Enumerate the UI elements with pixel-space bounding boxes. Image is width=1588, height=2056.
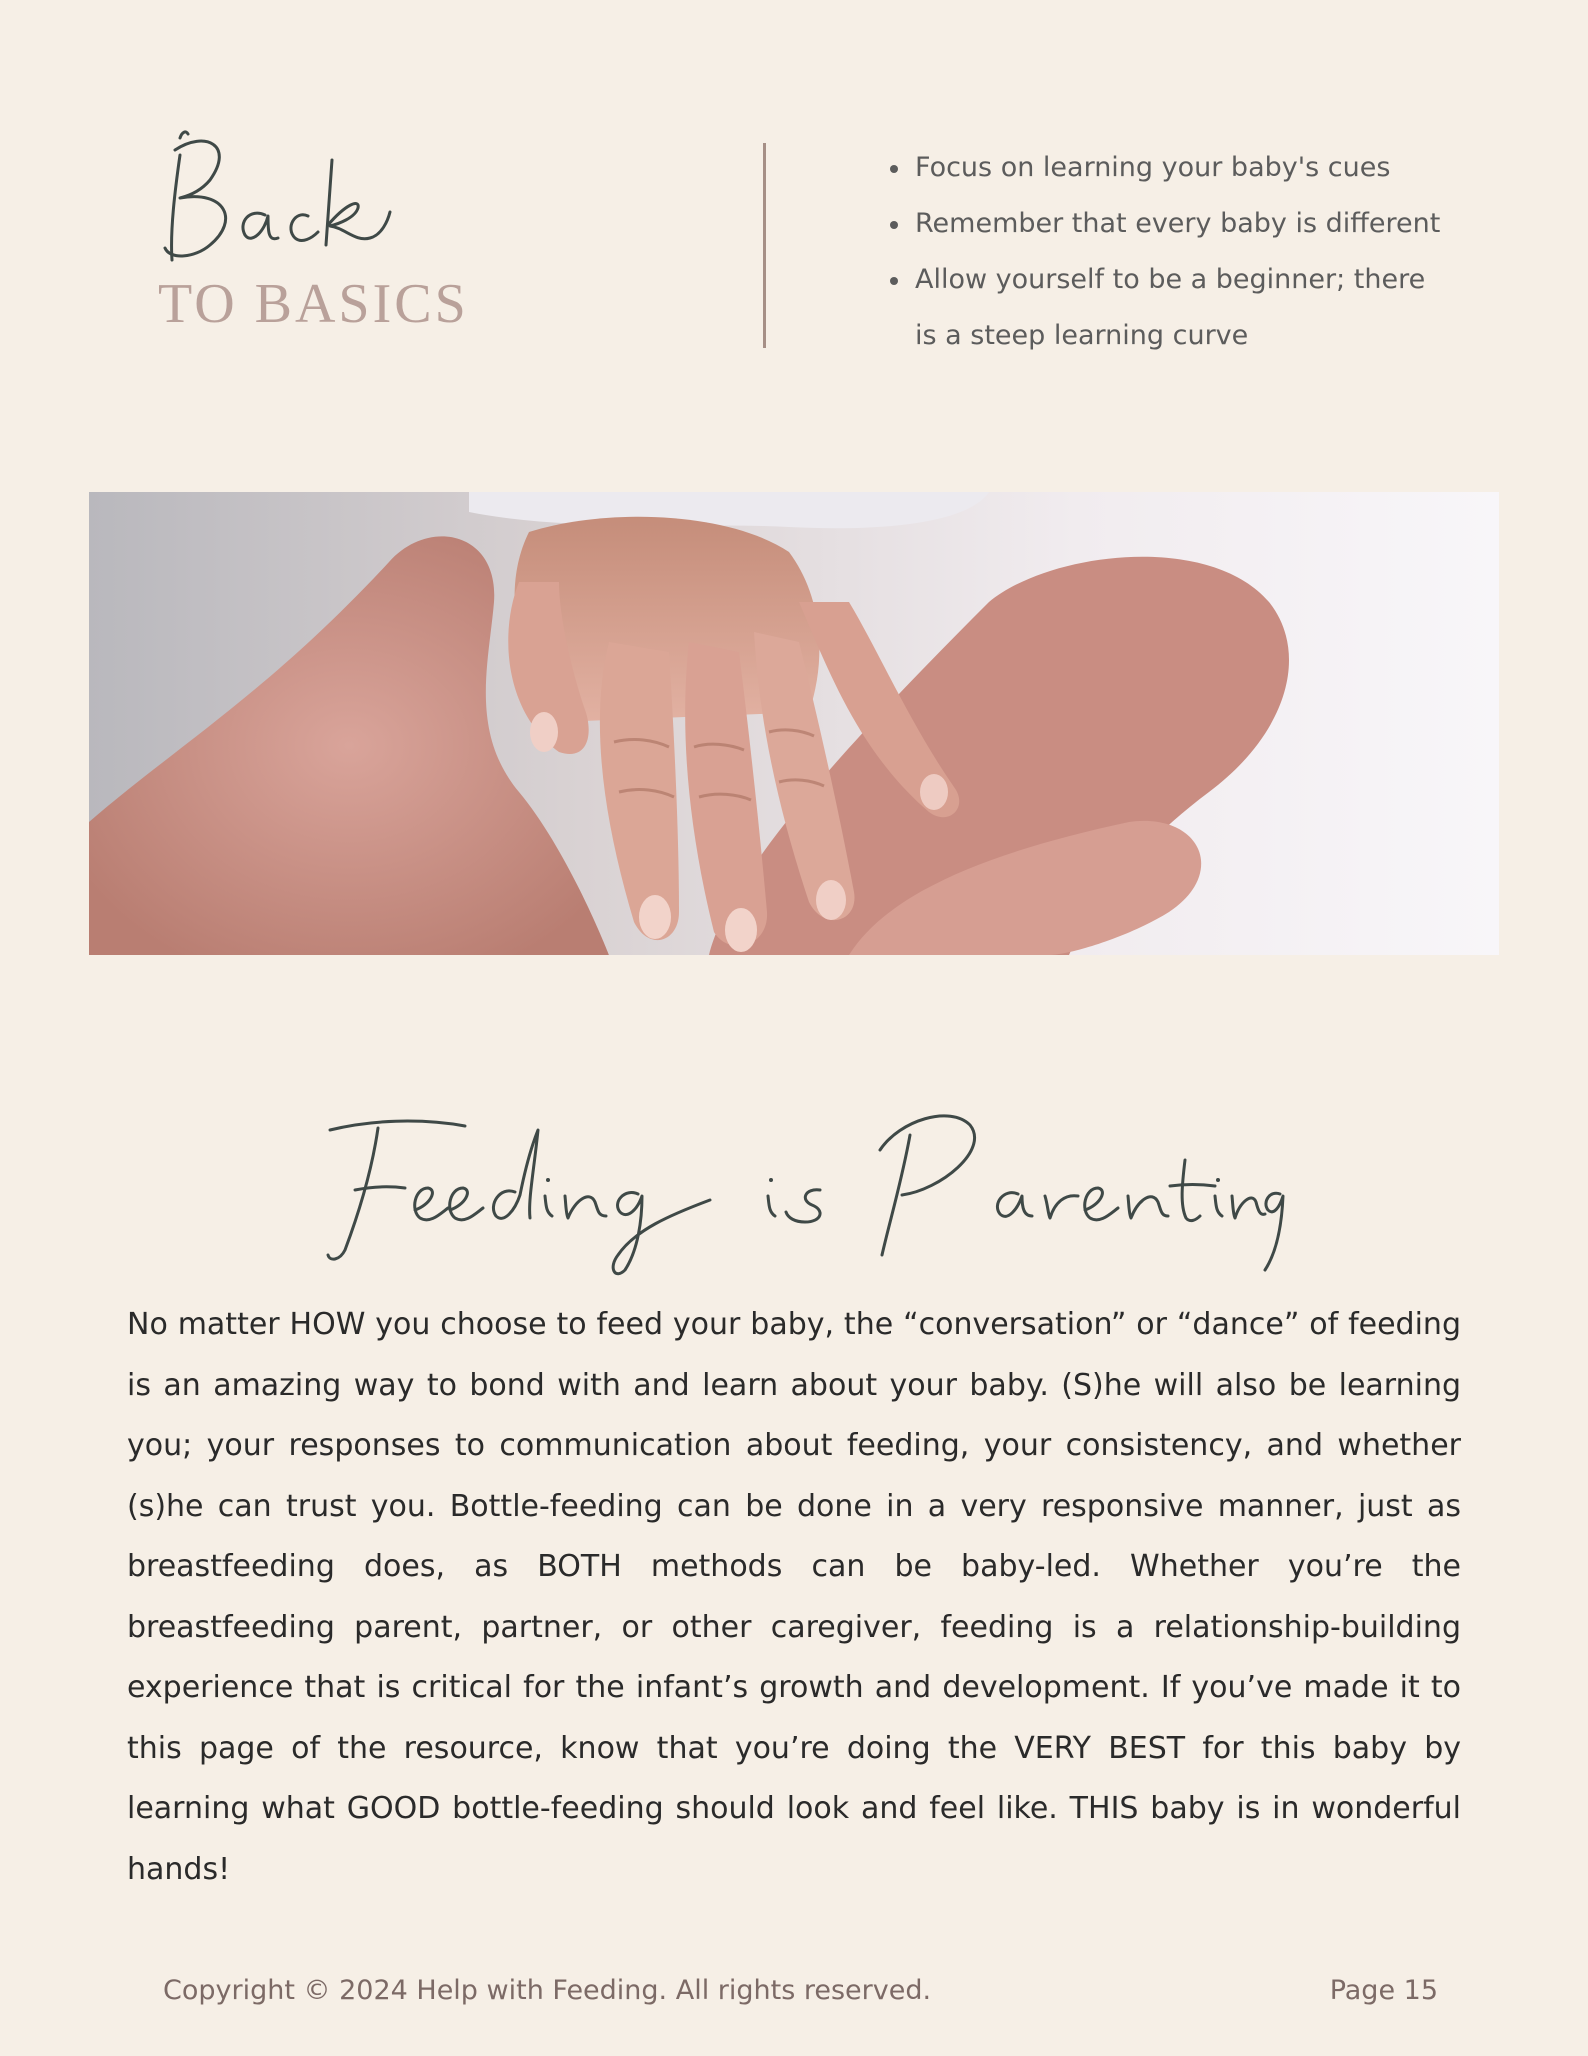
tips-list (885, 140, 1455, 364)
section-body-paragraph: No matter HOW you choose to feed your baby, the “conversation” or “dance” of feeding is an amazing way to bond with and learn about your baby. (S)he will also be learning you; your responses to communication about feeding, your consistency, and whether (s)he can trust you. Bottle-feeding can be done in a very responsive manner, just as breastfeeding does, as BOTH methods can be baby-led. Whether you’re the breastfeeding parent, partner, or other caregiver, feeding is a relationship-building experience that is critical for the infant’s growth and development. If you’ve made it to this page of the resource, know that you’re doing the VERY BEST for this baby by learning what GOOD bottle-feeding should look and feel like. THIS baby is in wonderful hands! (127, 1307, 1461, 1887)
tip-item: Remember that every baby is different (885, 196, 1455, 252)
vertical-divider (763, 143, 766, 348)
section-script-title (290, 1090, 1298, 1280)
header-subtitle: TO BASICS (158, 273, 469, 335)
tip-item: Focus on learning your baby's cues (885, 140, 1455, 196)
baby-hands-illustration (89, 492, 1499, 955)
tip-item: Allow yourself to be a beginner; there is a steep learning curve (885, 252, 1455, 364)
footer-page-number: Page 15 (1329, 1975, 1438, 2006)
footer-copyright: Copyright © 2024 Help with Feeding. All rights reserved. (163, 1975, 932, 2006)
hero-photo (89, 492, 1499, 955)
script-back-lettering (150, 120, 410, 280)
script-feeding-lettering (290, 1090, 1298, 1280)
header-script-title (150, 120, 410, 280)
